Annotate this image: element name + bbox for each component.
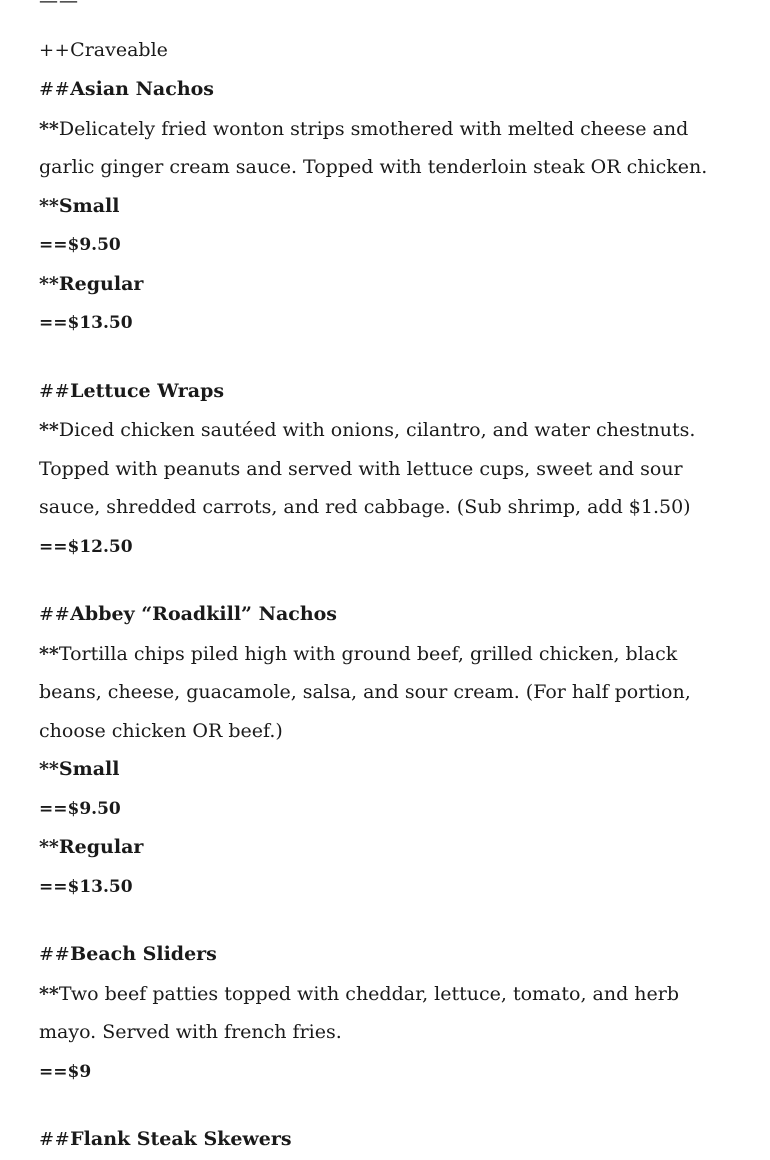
description-text: Diced chicken sautéed with onions, cilantro, and water chestnuts. Topped with peanuts and served with lettuce cups, sweet and sour sauce, shredded carrots, and red cabbage. (Sub shrimp, add $1.50): [39, 419, 696, 518]
description-prefix: **: [39, 117, 59, 140]
item-title-prefix: ##: [39, 1129, 71, 1150]
description-prefix: **: [39, 642, 59, 665]
menu-item-roadkill-nachos: [39, 595, 739, 906]
price-value: $12.50: [67, 536, 133, 557]
price-prefix: ==: [39, 798, 68, 819]
description-prefix: **: [39, 982, 59, 1005]
price-label: [39, 225, 739, 265]
item-title-prefix: ##: [39, 944, 71, 965]
item-name: Flank Steak Skewers: [70, 1128, 292, 1150]
size-prefix: **: [39, 836, 59, 858]
price-value: $9.50: [67, 235, 121, 255]
category-heading: [39, 31, 739, 71]
price-label: [39, 867, 739, 907]
size-label: [39, 265, 739, 304]
menu-item-flank-steak-skewers: [39, 1120, 739, 1160]
description-text: Delicately fried wonton strips smothered with melted cheese and garlic ginger cream sauce. Topped with tenderloin steak OR chicken.: [39, 117, 708, 178]
item-title-prefix: ##: [39, 604, 71, 625]
price-value: $13.50: [67, 313, 133, 333]
spacer: [39, 1091, 739, 1120]
size-label: [39, 828, 739, 867]
item-title: [39, 1120, 739, 1160]
price-value: $9.50: [67, 798, 121, 819]
spacer: [39, 343, 739, 372]
size-label: [39, 750, 739, 789]
menu-page: [39, 0, 739, 1160]
size-name: Small: [58, 758, 120, 780]
price-prefix: ==: [39, 235, 68, 255]
description-text: Two beef patties topped with cheddar, lettuce, tomato, and herb mayo. Served with french fries.: [39, 982, 680, 1043]
price-prefix: ==: [39, 876, 68, 897]
item-title: [39, 935, 739, 975]
price-label: [39, 527, 739, 567]
size-label: [39, 187, 739, 226]
item-name: Asian Nachos: [70, 78, 214, 100]
size-prefix: **: [39, 758, 59, 780]
price-prefix: ==: [39, 1061, 68, 1082]
size-prefix: **: [39, 194, 59, 217]
item-description: [39, 975, 739, 1052]
description-text: Tortilla chips piled high with ground beef, grilled chicken, black beans, cheese, guacamole, salsa, and sour cream. (For half portion, choose chicken OR beef.): [39, 642, 691, 742]
item-title: [39, 372, 739, 412]
size-prefix: **: [39, 272, 59, 295]
size-name: Small: [58, 194, 120, 217]
spacer: [39, 906, 739, 935]
category-name: Craveable: [70, 38, 168, 61]
item-description: [39, 635, 739, 751]
item-name: Lettuce Wraps: [70, 379, 225, 402]
item-title-prefix: ##: [39, 79, 71, 100]
item-title-prefix: ##: [39, 380, 71, 402]
price-prefix: ==: [39, 536, 68, 557]
menu-item-lettuce-wraps: [39, 372, 739, 567]
item-description: [39, 411, 739, 527]
size-name: Regular: [58, 836, 144, 858]
price-value: $9: [67, 1061, 92, 1082]
item-name: Beach Sliders: [70, 943, 217, 965]
description-prefix: **: [39, 419, 59, 441]
item-name: Abbey “Roadkill” Nachos: [70, 603, 338, 625]
price-label: [39, 1052, 739, 1092]
price-value: $13.50: [67, 876, 133, 897]
top-rule: ——: [39, 0, 79, 12]
item-title: [39, 70, 739, 110]
item-title: [39, 595, 739, 635]
spacer: [39, 566, 739, 595]
item-description: [39, 110, 739, 187]
menu-item-asian-nachos: [39, 70, 739, 343]
menu-item-beach-sliders: [39, 935, 739, 1091]
size-name: Regular: [58, 272, 144, 295]
price-label: [39, 789, 739, 829]
price-label: [39, 303, 739, 343]
category-prefix: ++: [39, 39, 71, 61]
price-prefix: ==: [39, 313, 68, 333]
